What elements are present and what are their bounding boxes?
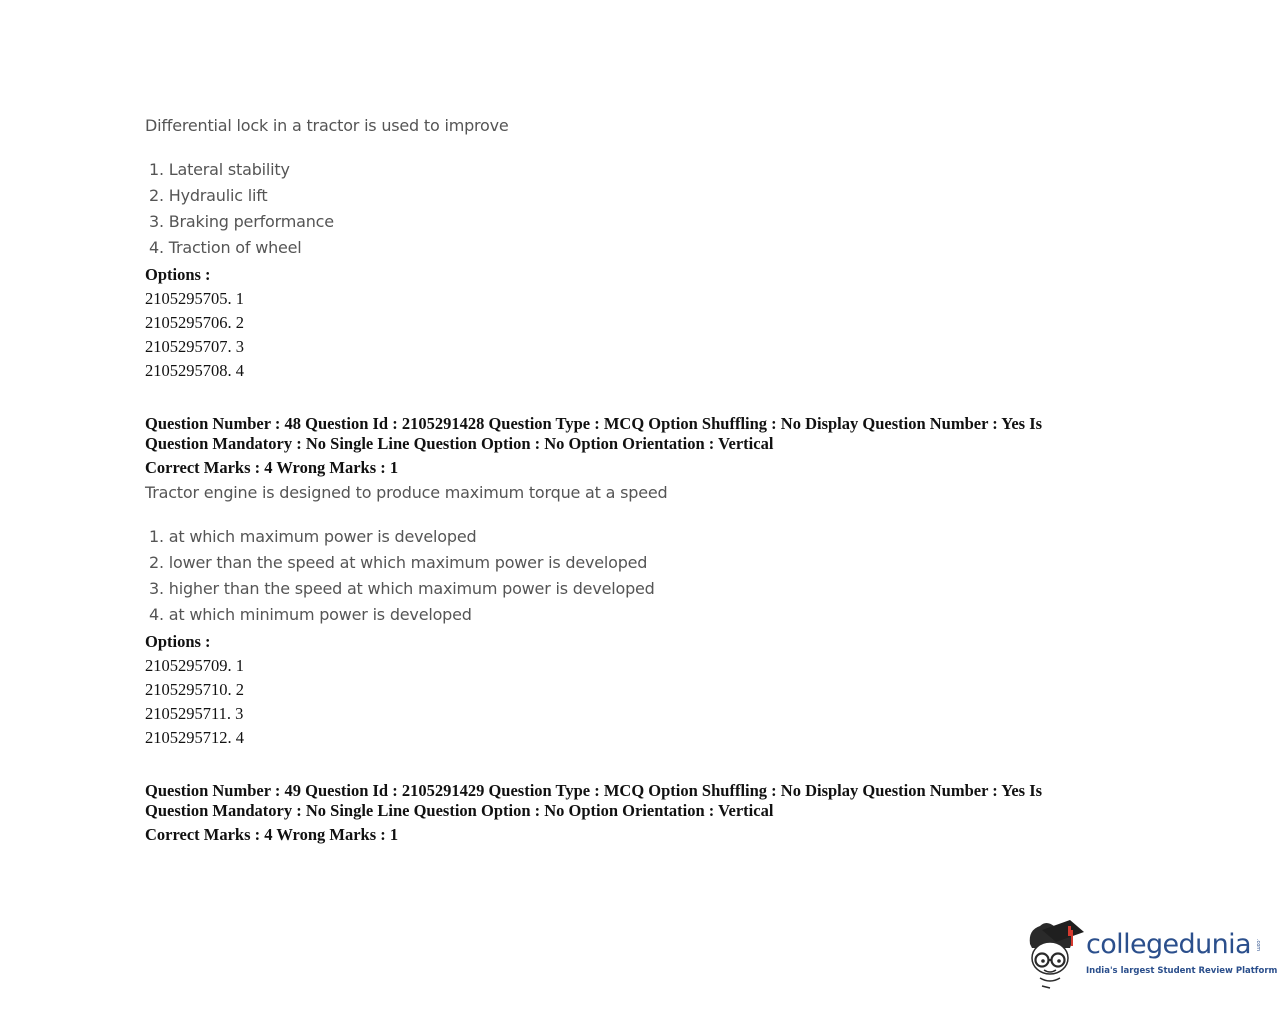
q48-choice: 2. lower than the speed at which maximum power is developed (149, 553, 648, 572)
q47-text: Differential lock in a tractor is used to improve (145, 116, 509, 135)
q49-header: Question Number : 49 Question Id : 2105291429 Question Type : MCQ Option Shuffling : No Display Question Number : Yes Is Question Mandatory : No Single Line Question Option : No Option Orientation : Vertical (145, 781, 1043, 820)
mascot-icon (1022, 918, 1086, 990)
logo-com: .com (1255, 938, 1262, 952)
logo-tagline: India's largest Student Review Platform (1086, 966, 1278, 976)
q48-options-label: Options : (145, 632, 211, 651)
q48-choice: 4. at which minimum power is developed (149, 605, 472, 624)
q47-option-id: 2105295705. 1 (145, 289, 244, 308)
logo-name: collegedunia (1086, 929, 1251, 960)
q48-option-id: 2105295711. 3 (145, 704, 244, 723)
q47-choice: 4. Traction of wheel (149, 238, 302, 257)
q48-choice: 1. at which maximum power is developed (149, 527, 477, 546)
q48-header: Question Number : 48 Question Id : 2105291428 Question Type : MCQ Option Shuffling : No Display Question Number : Yes Is Question Mandatory : No Single Line Question Option : No Option Orientation : Vertical (145, 414, 1043, 453)
q47-choice: 1. Lateral stability (149, 160, 290, 179)
q47-options-label: Options : (145, 265, 211, 284)
q48-text: Tractor engine is designed to produce maximum torque at a speed (145, 483, 668, 502)
q48-option-id: 2105295709. 1 (145, 656, 244, 675)
q47-choice: 2. Hydraulic lift (149, 186, 268, 205)
q47-option-id: 2105295706. 2 (145, 313, 244, 332)
q49-marks: Correct Marks : 4 Wrong Marks : 1 (145, 825, 399, 844)
q48-choice: 3. higher than the speed at which maximum power is developed (149, 579, 655, 598)
q48-option-id: 2105295712. 4 (145, 728, 244, 747)
q47-choice: 3. Braking performance (149, 212, 334, 231)
collegedunia-logo (1022, 918, 1278, 990)
q47-option-id: 2105295707. 3 (145, 337, 244, 356)
q47-option-id: 2105295708. 4 (145, 361, 244, 380)
q48-marks: Correct Marks : 4 Wrong Marks : 1 (145, 458, 399, 477)
q48-option-id: 2105295710. 2 (145, 680, 244, 699)
